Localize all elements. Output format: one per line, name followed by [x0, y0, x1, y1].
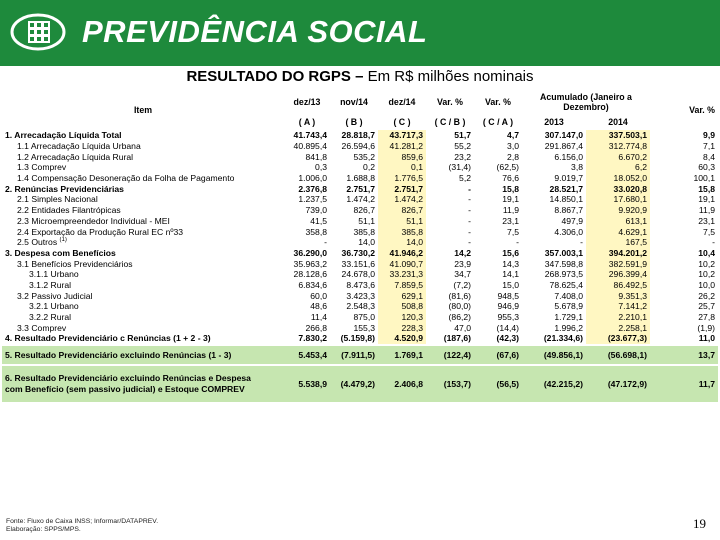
- row-value: 268.973,5: [544, 269, 583, 280]
- row-value: 17.680,1: [586, 194, 650, 205]
- row-value: 7,5: [703, 226, 715, 237]
- row-value: 7.408,0: [554, 290, 583, 301]
- row-value: 23,2: [454, 151, 471, 162]
- result-label-line-1: 6. Resultado Previdenciário excluindo Renúncias e Despesa: [5, 372, 251, 383]
- brand-name: PREVIDÊNCIA SOCIAL: [82, 14, 428, 49]
- row-value: 27,8: [698, 312, 715, 323]
- table-row: [2, 237, 718, 248]
- row-value: 228,3: [378, 322, 426, 333]
- row-value: 14,1: [502, 269, 519, 280]
- result-value: (49.856,1): [522, 345, 586, 365]
- row-value: 2.210,1: [586, 312, 650, 323]
- row-value: 1.688,8: [346, 173, 375, 184]
- row-value: 0,2: [363, 162, 375, 173]
- row-value: -: [516, 237, 519, 248]
- row-value: 8.867,7: [554, 205, 583, 216]
- row-value: 5,2: [459, 173, 471, 184]
- row-value: 26.594,6: [341, 141, 375, 152]
- row-value: 43.717,3: [378, 130, 426, 141]
- row-value: 55,2: [454, 141, 471, 152]
- result-value: (47.172,9): [586, 365, 650, 402]
- row-value: 78.625,4: [549, 279, 583, 290]
- row-label: 3.2 Passivo Judicial: [17, 290, 93, 301]
- row-value: 86.492,5: [586, 280, 650, 291]
- row-label: 2.2 Entidades Filantrópicas: [17, 205, 121, 216]
- result-value: 11,7: [650, 365, 718, 402]
- result-value: (67,6): [474, 345, 522, 365]
- row-value: (187,6): [443, 333, 471, 344]
- row-value: 60,0: [310, 290, 327, 301]
- row-value: 312.774,8: [586, 141, 650, 152]
- row-value: 3,8: [571, 162, 583, 173]
- row-value: 535,2: [353, 151, 375, 162]
- row-value: 826,7: [378, 205, 426, 216]
- row-value: 28.818,7: [341, 130, 375, 141]
- row-value: 10,2: [698, 258, 715, 269]
- header-2013: 2013: [522, 114, 586, 130]
- row-value: 28.521,7: [549, 183, 583, 194]
- table-row: [2, 205, 718, 216]
- row-value: 18.052,0: [586, 173, 650, 184]
- row-value: 23,1: [698, 215, 715, 226]
- row-label: 2.1 Simples Nacional: [17, 194, 98, 205]
- page-number: 19: [693, 516, 706, 531]
- row-value: 76,6: [502, 173, 519, 184]
- table-row: [2, 312, 718, 323]
- row-value: 4.306,0: [554, 226, 583, 237]
- row-value: 40.895,4: [293, 141, 327, 152]
- row-label: 1.3 Comprev: [17, 162, 67, 173]
- header-label-a: ( A ): [284, 114, 330, 130]
- row-value: -: [324, 237, 327, 248]
- page-title: [0, 68, 720, 85]
- row-label: 1.4 Compensação Desoneração da Folha de Pagamento: [17, 173, 235, 184]
- header-nov14: nov/14: [330, 90, 378, 114]
- row-value: 4.520,9: [378, 333, 426, 345]
- header-var-ca: Var. %: [474, 90, 522, 114]
- row-value: 9.920,9: [586, 205, 650, 216]
- result-value: 5.453,4: [284, 345, 330, 365]
- row-value: (81,6): [448, 290, 471, 301]
- row-value: 15,8: [502, 183, 519, 194]
- row-label: 3. Despesa com Benefícios: [5, 247, 116, 258]
- row-value: 36.730,2: [341, 247, 375, 258]
- header-var-cb: Var. %: [426, 90, 474, 114]
- result-row: [2, 345, 718, 365]
- row-label: 3.2.2 Rural: [29, 312, 72, 323]
- row-value: 497,9: [561, 215, 583, 226]
- result-value: (7.911,5): [330, 345, 378, 365]
- row-footnote-mark: (1): [59, 237, 67, 244]
- row-value: 9,9: [703, 130, 715, 141]
- header-acumulado: Acumulado (Janeiro a Dezembro): [522, 90, 650, 114]
- row-value: (21.334,6): [543, 333, 583, 344]
- row-value: 11,0: [698, 333, 715, 344]
- row-value: 11,4: [310, 312, 327, 323]
- table-row: [2, 322, 718, 333]
- row-value: 6,2: [586, 162, 650, 173]
- result-value: (153,7): [426, 365, 474, 402]
- row-value: 48,6: [310, 301, 327, 312]
- brand-header: [0, 0, 720, 66]
- row-value: 36.290,0: [293, 247, 327, 258]
- row-value: 0,3: [315, 162, 327, 173]
- table-row: [2, 248, 718, 259]
- row-value: 41.090,7: [378, 258, 426, 269]
- row-value: (80,0): [448, 301, 471, 312]
- result-value: 13,7: [650, 345, 718, 365]
- row-value: 859,6: [378, 151, 426, 162]
- row-value: (7,2): [453, 279, 471, 290]
- row-value: 875,0: [353, 312, 375, 323]
- table-row: [2, 290, 718, 301]
- row-value: 2.548,3: [346, 301, 375, 312]
- row-label: 3.1 Benefícios Previdenciários: [17, 258, 133, 269]
- row-value: 508,8: [378, 301, 426, 312]
- row-label: 1.1 Arrecadação Líquida Urbana: [17, 141, 141, 152]
- row-value: 7.830,2: [298, 333, 327, 344]
- row-value: 291.867,4: [544, 141, 583, 152]
- row-value: 15,8: [698, 183, 715, 194]
- row-value: 1.776,5: [378, 173, 426, 184]
- header-dez14: dez/14: [378, 90, 426, 114]
- row-value: 7,5: [507, 226, 519, 237]
- result-row: [2, 365, 718, 402]
- row-value: (31,4): [448, 162, 471, 173]
- row-value: 23,1: [502, 215, 519, 226]
- row-value: -: [468, 183, 471, 194]
- table-row: [2, 173, 718, 184]
- table-row: [2, 269, 718, 280]
- row-label: 4. Resultado Previdenciário c Renúncias (1 + 2 - 3): [5, 333, 211, 344]
- result-value: 2.406,8: [378, 365, 426, 402]
- row-value: 120,3: [378, 312, 426, 323]
- row-value: 25,7: [698, 301, 715, 312]
- row-value: 382.591,9: [586, 258, 650, 269]
- header-label-ca: ( C / A ): [474, 114, 522, 130]
- row-value: -: [580, 237, 583, 248]
- row-value: (23.677,3): [586, 333, 650, 345]
- row-value: 9.019,7: [554, 173, 583, 184]
- row-value: 33.020,8: [586, 183, 650, 194]
- header-row: [2, 90, 718, 114]
- row-value: 296.399,4: [586, 269, 650, 280]
- row-value: 4.629,1: [586, 226, 650, 237]
- header-dez13: dez/13: [284, 90, 330, 114]
- row-label: 2.3 Microempreendedor Individual - MEI: [17, 215, 170, 226]
- row-value: 955,3: [497, 312, 519, 323]
- footer-line-1: Fonte: Fluxo de Caixa INSS; Informar/DATAPREV.: [6, 518, 159, 525]
- row-value: 385,8: [378, 226, 426, 237]
- table-row: [2, 183, 718, 194]
- row-value: -: [468, 237, 471, 248]
- row-value: (42,3): [496, 333, 519, 344]
- table-row: [2, 130, 718, 141]
- table-row: [2, 162, 718, 173]
- row-value: 34,7: [454, 269, 471, 280]
- row-label: 1. Arrecadação Líquida Total: [5, 130, 122, 141]
- footer-source: [6, 518, 158, 534]
- header-item: Item: [2, 90, 284, 130]
- table-row: [2, 280, 718, 291]
- row-value: (1,9): [697, 322, 715, 333]
- result-label: 5. Resultado Previdenciário excluindo Renúncias (1 - 3): [2, 345, 284, 365]
- row-value: 14.850,1: [549, 194, 583, 205]
- row-value: 33.231,3: [378, 269, 426, 280]
- result-label: [2, 365, 284, 402]
- row-value: 24.678,0: [341, 269, 375, 280]
- row-value: 3,0: [507, 141, 519, 152]
- row-value: 739,0: [305, 205, 327, 216]
- table-row: [2, 226, 718, 237]
- row-label: 3.3 Comprev: [17, 322, 67, 333]
- row-value: -: [468, 215, 471, 226]
- result-value: 5.538,9: [284, 365, 330, 402]
- row-value: 41.281,2: [378, 141, 426, 152]
- row-value: 35.963,2: [293, 258, 327, 269]
- row-value: 307.147,0: [544, 130, 583, 141]
- row-value: 2.751,7: [346, 183, 375, 194]
- row-value: 394.201,2: [586, 248, 650, 259]
- row-value: 8,4: [703, 151, 715, 162]
- table-row: [2, 258, 718, 269]
- row-value: 266,8: [305, 322, 327, 333]
- table-row: [2, 194, 718, 205]
- row-value: 2.376,8: [298, 183, 327, 194]
- table-row: [2, 333, 718, 345]
- row-value: 4,7: [507, 130, 519, 141]
- row-value: 41,5: [310, 215, 327, 226]
- row-label: 3.1.2 Rural: [29, 279, 72, 290]
- row-value: 167,5: [586, 237, 650, 248]
- row-value: 51,1: [358, 215, 375, 226]
- row-value: 1.237,5: [298, 194, 327, 205]
- result-value: (56.698,1): [586, 345, 650, 365]
- row-value: 826,7: [353, 205, 375, 216]
- header-label-b: ( B ): [330, 114, 378, 130]
- row-value: 347.598,8: [544, 258, 583, 269]
- row-value: 51,7: [454, 130, 471, 141]
- footer-line-2: Elaboração: SPPS/MPS.: [6, 526, 81, 533]
- row-value: 11,9: [698, 205, 715, 216]
- result-value: (122,4): [426, 345, 474, 365]
- table-row: [2, 141, 718, 152]
- row-value: 11,9: [502, 205, 519, 216]
- row-value: 1.006,0: [298, 173, 327, 184]
- row-label: 2.4 Exportação da Produção Rural EC nº33: [17, 226, 184, 237]
- table-row: [2, 216, 718, 227]
- table-row: [2, 301, 718, 312]
- row-value: 6.156,0: [554, 151, 583, 162]
- row-value: 10,4: [698, 247, 715, 258]
- row-value: 2.751,7: [378, 183, 426, 194]
- row-value: 946,9: [497, 301, 519, 312]
- row-value: 14,3: [502, 258, 519, 269]
- result-value: (42.215,2): [522, 365, 586, 402]
- row-value: 1.474,2: [346, 194, 375, 205]
- row-label: 3.2.1 Urbano: [29, 301, 79, 312]
- result-value: 1.769,1: [378, 345, 426, 365]
- row-value: 33.151,6: [341, 258, 375, 269]
- previdencia-logo-icon: [10, 12, 72, 52]
- row-label: 1.2 Arrecadação Líquida Rural: [17, 151, 134, 162]
- row-value: 6.834,6: [298, 279, 327, 290]
- row-value: 629,1: [378, 290, 426, 301]
- row-value: 10,0: [698, 279, 715, 290]
- row-value: 1.996,2: [554, 322, 583, 333]
- row-value: 7.859,5: [378, 280, 426, 291]
- row-value: 60,3: [698, 162, 715, 173]
- row-value: -: [712, 237, 715, 248]
- header-label-c: ( C ): [378, 114, 426, 130]
- row-value: 155,3: [353, 322, 375, 333]
- row-value: 2,8: [507, 151, 519, 162]
- row-value: 47,0: [454, 322, 471, 333]
- row-value: 1.729,1: [554, 312, 583, 323]
- row-value: (62,5): [496, 162, 519, 173]
- row-value: 1.474,2: [378, 194, 426, 205]
- row-value: 26,2: [698, 290, 715, 301]
- row-value: (14,4): [496, 322, 519, 333]
- row-value: -: [468, 205, 471, 216]
- row-value: 14,0: [358, 237, 375, 248]
- row-value: 14,0: [378, 237, 426, 248]
- row-value: 9.351,3: [586, 290, 650, 301]
- row-value: 3.423,3: [346, 290, 375, 301]
- row-value: 100,1: [693, 173, 715, 184]
- row-label: 2.5 Outros $^{(1)}$: [17, 237, 67, 248]
- row-value: 41.946,2: [378, 248, 426, 259]
- table-body: [2, 130, 718, 402]
- result-value: (56,5): [474, 365, 522, 402]
- row-label: 2. Renúncias Previdenciárias: [5, 183, 124, 194]
- row-value: 358,8: [305, 226, 327, 237]
- row-value: 7.141,2: [586, 301, 650, 312]
- row-value: 2.258,1: [586, 322, 650, 333]
- row-value: -: [468, 194, 471, 205]
- result-value: (4.479,2): [330, 365, 378, 402]
- row-value: 10,2: [698, 269, 715, 280]
- result-label-line-2: com Benefício (sem passivo judicial) e Estoque COMPREV: [5, 383, 245, 394]
- row-value: 6.670,2: [586, 151, 650, 162]
- row-value: 357.003,1: [544, 247, 583, 258]
- row-value: (86,2): [448, 312, 471, 323]
- row-value: 23,9: [454, 258, 471, 269]
- title-bold: RESULTADO DO RGPS –: [186, 68, 368, 85]
- row-value: (5.159,8): [340, 333, 375, 344]
- row-value: 41.743,4: [293, 130, 327, 141]
- row-value: 5.678,9: [554, 301, 583, 312]
- row-value: 337.503,1: [586, 130, 650, 141]
- row-value: 385,8: [353, 226, 375, 237]
- row-value: 7,1: [703, 141, 715, 152]
- row-value: 28.128,6: [293, 269, 327, 280]
- row-value: 0,1: [378, 162, 426, 173]
- row-value: 841,8: [305, 151, 327, 162]
- rgps-table: [2, 90, 718, 402]
- row-value: 14,2: [454, 247, 471, 258]
- row-value: 19,1: [502, 194, 519, 205]
- row-value: 948,5: [497, 290, 519, 301]
- row-value: 51,1: [378, 216, 426, 227]
- row-value: -: [468, 226, 471, 237]
- table-row: [2, 151, 718, 162]
- row-value: 15,6: [502, 247, 519, 258]
- row-value: 613,1: [586, 216, 650, 227]
- header-2014: 2014: [586, 114, 650, 130]
- row-value: 19,1: [698, 194, 715, 205]
- row-value: 15,0: [502, 279, 519, 290]
- header-label-cb: ( C / B ): [426, 114, 474, 130]
- title-rest: Em R$ milhões nominais: [367, 68, 534, 85]
- header-var-acum: Var. %: [650, 90, 718, 130]
- row-value: 8.473,6: [346, 279, 375, 290]
- row-label: 3.1.1 Urbano: [29, 269, 79, 280]
